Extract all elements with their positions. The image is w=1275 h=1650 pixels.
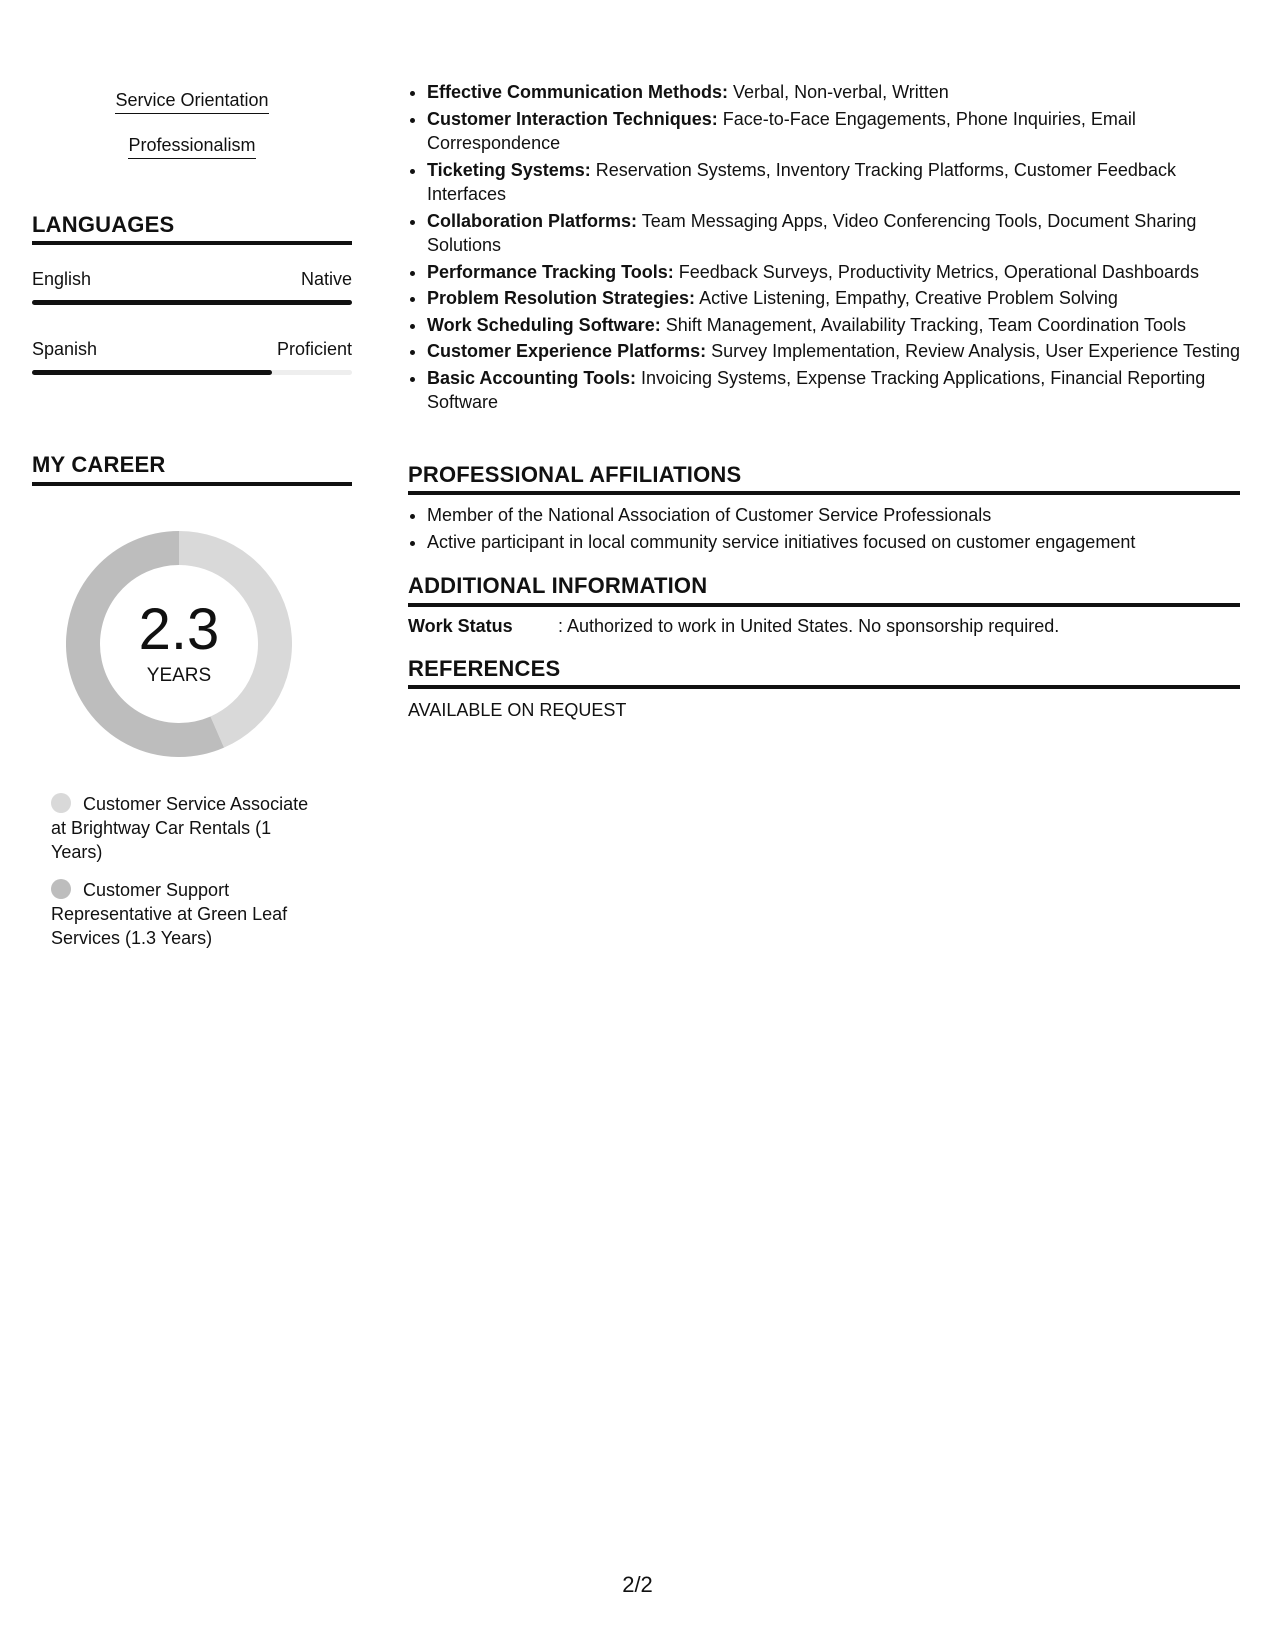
work-status-value: : Authorized to work in United States. No sponsorship required. bbox=[558, 616, 1060, 636]
language-proficiency-fill bbox=[32, 370, 272, 375]
skills-list bbox=[408, 80, 1240, 417]
list-item: • Work Scheduling Software: Shift Management, Availability Tracking, Team Coordination Tools bbox=[427, 313, 1240, 338]
list-item: • Performance Tracking Tools: Feedback Surveys, Productivity Metrics, Operational Dashboards bbox=[427, 260, 1240, 285]
language-name: English bbox=[32, 269, 92, 289]
list-item: • Customer Experience Platforms: Survey Implementation, Review Analysis, User Experience Testing bbox=[427, 339, 1240, 364]
affiliations-title: PROFESSIONAL AFFILIATIONS bbox=[408, 462, 742, 487]
language-proficiency-bar bbox=[32, 300, 352, 305]
affiliations-list bbox=[408, 503, 1240, 556]
career-legend-item: Customer Service Associate at Brightway Car Rentals (1 Years) bbox=[51, 794, 309, 862]
list-item: • Active participant in local community service initiatives focused on customer engagement bbox=[427, 530, 1240, 555]
language-level: Native bbox=[300, 269, 352, 289]
section-divider bbox=[408, 491, 1240, 495]
language-proficiency-bar bbox=[32, 370, 352, 375]
additional-info-title: ADDITIONAL INFORMATION bbox=[408, 573, 708, 598]
career-total-unit: YEARS bbox=[146, 665, 212, 686]
language-name: Spanish bbox=[32, 339, 98, 359]
legend-dot-icon bbox=[51, 879, 71, 899]
career-title: MY CAREER bbox=[32, 452, 166, 477]
legend-dot-icon bbox=[51, 793, 71, 813]
references-title: REFERENCES bbox=[408, 656, 561, 681]
skill-tag: Service Orientation bbox=[32, 89, 352, 111]
list-item: • Member of the National Association of Customer Service Professionals bbox=[427, 503, 1240, 528]
list-item: • Basic Accounting Tools: Invoicing Systems, Expense Tracking Applications, Financial Reporting Software bbox=[427, 366, 1240, 415]
skill-tag: Professionalism bbox=[32, 134, 352, 156]
section-divider bbox=[32, 241, 352, 245]
references-text: AVAILABLE ON REQUEST bbox=[408, 700, 627, 720]
section-divider bbox=[408, 603, 1240, 607]
list-item: • Ticketing Systems: Reservation Systems, Inventory Tracking Platforms, Customer Feedback Interfaces bbox=[427, 158, 1240, 207]
section-divider bbox=[408, 685, 1240, 689]
list-item: • Problem Resolution Strategies: Active Listening, Empathy, Creative Problem Solving bbox=[427, 286, 1240, 311]
list-item: • Effective Communication Methods: Verbal, Non-verbal, Written bbox=[427, 80, 1240, 105]
language-level: Proficient bbox=[276, 339, 352, 359]
list-item: • Customer Interaction Techniques: Face-to-Face Engagements, Phone Inquiries, Email Correspondence bbox=[427, 107, 1240, 156]
work-status-label: Work Status bbox=[408, 616, 513, 636]
language-proficiency-fill bbox=[32, 300, 352, 305]
languages-title: LANGUAGES bbox=[32, 212, 175, 237]
list-item: • Collaboration Platforms: Team Messaging Apps, Video Conferencing Tools, Document Sharing Solutions bbox=[427, 209, 1240, 258]
page-number: 2/2 bbox=[622, 1572, 653, 1597]
section-divider bbox=[32, 482, 352, 486]
career-legend-item: Customer Support Representative at Green Leaf Services (1.3 Years) bbox=[51, 880, 288, 948]
career-total-years: 2.3 bbox=[138, 597, 220, 662]
